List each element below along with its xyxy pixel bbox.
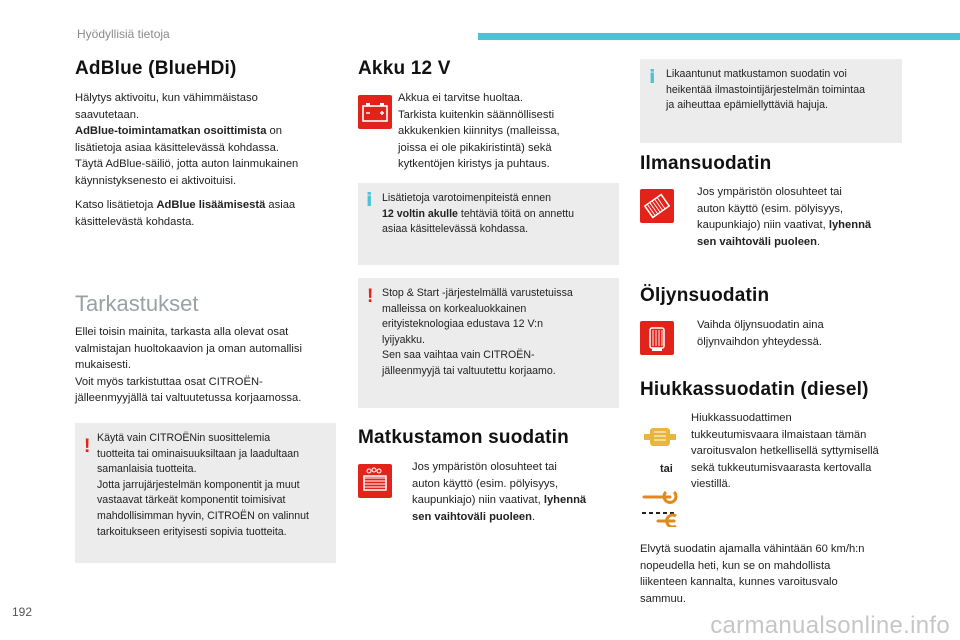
- ilmansuodatin-paragraph: Jos ympäristön olosuhteet tai auton käyttö (esim. pölyisyys, kaupunkiajo) niin vaativat, lyhennä sen vaihtoväli puoleen.: [697, 186, 872, 248]
- oljynsuodatin-heading: Öljynsuodatin: [640, 285, 770, 306]
- matkustamo-heading: Matkustamon suodatin: [358, 427, 569, 448]
- info-icon: i: [649, 66, 656, 88]
- warning-note-products: ! Käytä vain CITROËNin suosittelemia tuotteita tai ominaisuuksiltaan ja laadultaan samanlaisia tuotteita. Jotta jarrujärjestelmän komponentit ja muut vastaavat tärkeät komponentit toimisivat mahdollisimman hyvin, CITROËN on valinnut tarkoitukseen erityisesti sopivia tuotteita.: [75, 423, 336, 563]
- info-note-battery: i Lisätietoja varotoimenpiteistä ennen 12 voltin akulle tehtäviä töitä on annettu asiaa käsittelevässä kohdassa.: [358, 183, 619, 265]
- warning-note-battery: ! Stop & Start -järjestelmällä varustetuissa malleissa on korkealuokkainen erityisteknologiaa edustava 12 V:n lyijyakku. Sen saa vaihtaa vain CITROËN- jälleenmyyjä tai valtuutettu korjaamo.: [358, 278, 619, 408]
- warning-icon: !: [84, 436, 91, 457]
- warning-icon: !: [367, 286, 374, 307]
- hiukkas-paragraph: Hiukkassuodattimen tukkeutumisvaara ilmaistaan tämän varoitusvalon hetkellisellä syttymisellä sekä tukkeutumisvaarasta kertovalla viestillä.: [691, 412, 879, 490]
- hiukkas-regeneration-paragraph: Elvytä suodatin ajamalla vähintään 60 km/h:n nopeudella heti, kun se on mahdollista liikenteen kannalta, kunnes varoitusvalo sammuu.: [640, 543, 865, 605]
- tarkastukset-paragraph: Ellei toisin mainita, tarkasta alla olevat osat valmistajan huoltokaavion ja oman automallisi mukaisesti. Voit myös tarkistuttaa osat CITROËN- jälleenmyyjällä tai valtuutetussa korjaamossa.: [75, 326, 302, 404]
- particle-filter-icon: [642, 425, 678, 449]
- info-note-cabin-filter: i Likaantunut matkustamon suodatin voi heikentää ilmastointijärjestelmän toimintaa ja aiheuttaa epämiellyttäviä hajuja.: [640, 59, 902, 143]
- air-filter-icon: [640, 189, 674, 223]
- oljynsuodatin-paragraph: Vaihda öljynsuodatin aina öljynvaihdon yhteydessä.: [697, 319, 824, 348]
- cabin-filter-icon: [358, 464, 392, 498]
- wrench-service-icon: [640, 487, 684, 527]
- hiukkas-heading: Hiukkassuodatin (diesel): [640, 379, 869, 400]
- oil-filter-icon: [640, 321, 674, 355]
- page-number: 192: [12, 605, 33, 619]
- adblue-heading: AdBlue (BlueHDi): [75, 58, 237, 79]
- or-label: tai: [660, 463, 673, 475]
- tarkastukset-heading: Tarkastukset: [75, 291, 199, 316]
- matkustamo-paragraph: Jos ympäristön olosuhteet tai auton käyttö (esim. pölyisyys, kaupunkiajo) niin vaativat, lyhennä sen vaihtoväli puoleen.: [412, 461, 587, 523]
- battery-icon: [358, 95, 392, 129]
- adblue-refill-paragraph: Katso lisätietoja AdBlue lisäämisestä asiaa käsittelevästä kohdasta.: [75, 199, 296, 228]
- ilmansuodatin-heading: Ilmansuodatin: [640, 153, 772, 174]
- akku-heading: Akku 12 V: [358, 58, 451, 79]
- section-title: Hyödyllisiä tietoja: [77, 27, 170, 41]
- header-accent-bar: [478, 33, 960, 40]
- akku-paragraph: Akkua ei tarvitse huoltaa. Tarkista kuitenkin säännöllisesti akkukenkien kiinnitys (malleissa, joissa ei ole pikakiristintä) sekä kytkentöjen kiristys ja puhtaus.: [398, 92, 560, 170]
- adblue-paragraph: Hälytys aktivoitu, kun vähimmäistaso saavutetaan. AdBlue-toimintamatkan osoittimista on lisätietoja asiaa käsittelevässä kohdassa. Täytä AdBlue-säiliö, jotta auton lainmukainen käynnistyksenesto ei aktivoituisi.: [75, 92, 299, 187]
- info-icon: i: [366, 189, 373, 211]
- watermark: carmanualsonline.info: [710, 612, 950, 639]
